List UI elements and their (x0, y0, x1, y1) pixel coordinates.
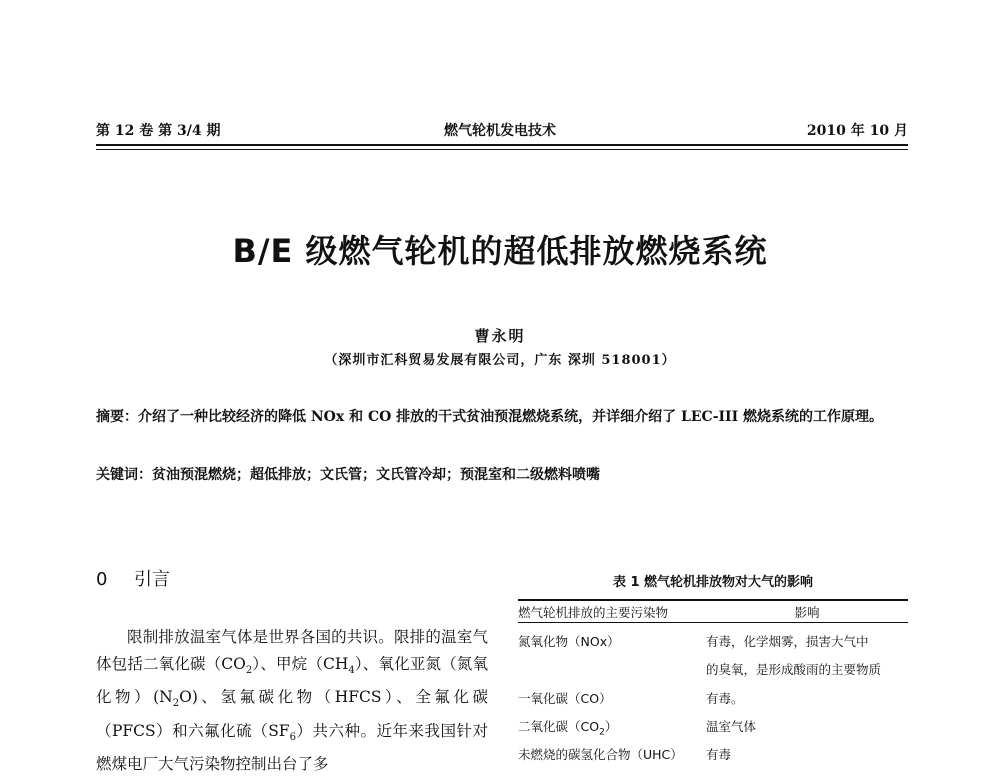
journal-name: 燃气轮机发电技术 (444, 123, 556, 139)
table-row-pollutant: 氮氧化物（NOx） (518, 634, 620, 649)
section-number: 0 (96, 569, 108, 590)
table-header-pollutant: 燃气轮机排放的主要污染物 (518, 605, 669, 620)
table-row-pollutant: 二氧化碳$(CO_2)$ (518, 719, 618, 738)
table-row-effect: 有毒。 (706, 691, 744, 706)
header-rule-thick (96, 144, 908, 146)
keywords-label: 关键词： (96, 467, 152, 483)
table-header-rule (518, 622, 908, 623)
abstract (96, 404, 910, 430)
abstract-text: 介绍了一种比较经济的降低 NOx 和 CO 排放的干式贫油预混燃烧系统，并详细介绍了 LEC-III 燃烧系统的工作原理。 (138, 409, 884, 425)
keywords-text: 贫油预混燃烧；超低排放；文氏管；文氏管冷却；预混室和二级燃料喷嘴 (152, 467, 600, 483)
table-top-rule (518, 599, 908, 601)
keywords (96, 462, 910, 488)
header-rule-thin (96, 149, 908, 150)
table-caption: 表 1 燃气轮机排放物对大气的影响 (612, 575, 814, 590)
table-row-pollutant: 未燃烧的碳氢化合物（UHC） (518, 747, 683, 762)
section-title: 引言 (134, 569, 170, 590)
table-row-effect: 的臭氧，是形成酸雨的主要物质 (706, 662, 882, 677)
intro-paragraph: 限制排放温室气体是世界各国的共识。限排的温室气体包括二氧化碳$(CO_2)$、甲烷$(CH_4)$、氧化亚氮（氮氧化物）$(N_2O)$、氢氟碳化物（HFCS）、全氟化碳（PFCS）和六氟化硫$(SF_6)$共六种。近年来我国针对燃煤电厂大气污染物控制出台了多 (96, 628, 488, 774)
table-row-effect: 有毒，化学烟雾，损害大气中 (706, 634, 869, 649)
paper-title: B/E 级燃气轮机的超低排放燃烧系统 (232, 232, 768, 270)
issue-date: 2010 年 10 月 (806, 123, 908, 139)
table-row-effect: 有毒 (706, 747, 732, 762)
section-heading (96, 565, 170, 591)
table-row-pollutant: 一氧化碳（CO） (518, 691, 612, 706)
abstract-label: 摘要： (96, 409, 138, 425)
journal-volume: 第 12 卷 第 3/4 期 (96, 123, 221, 139)
table-row-effect: 温室气体 (706, 719, 757, 734)
author-affiliation: （深圳市汇科贸易发展有限公司，广东 深圳 518001） (324, 353, 676, 368)
table-header-effect: 影响 (794, 605, 820, 620)
author-name: 曹永明 (474, 327, 526, 345)
